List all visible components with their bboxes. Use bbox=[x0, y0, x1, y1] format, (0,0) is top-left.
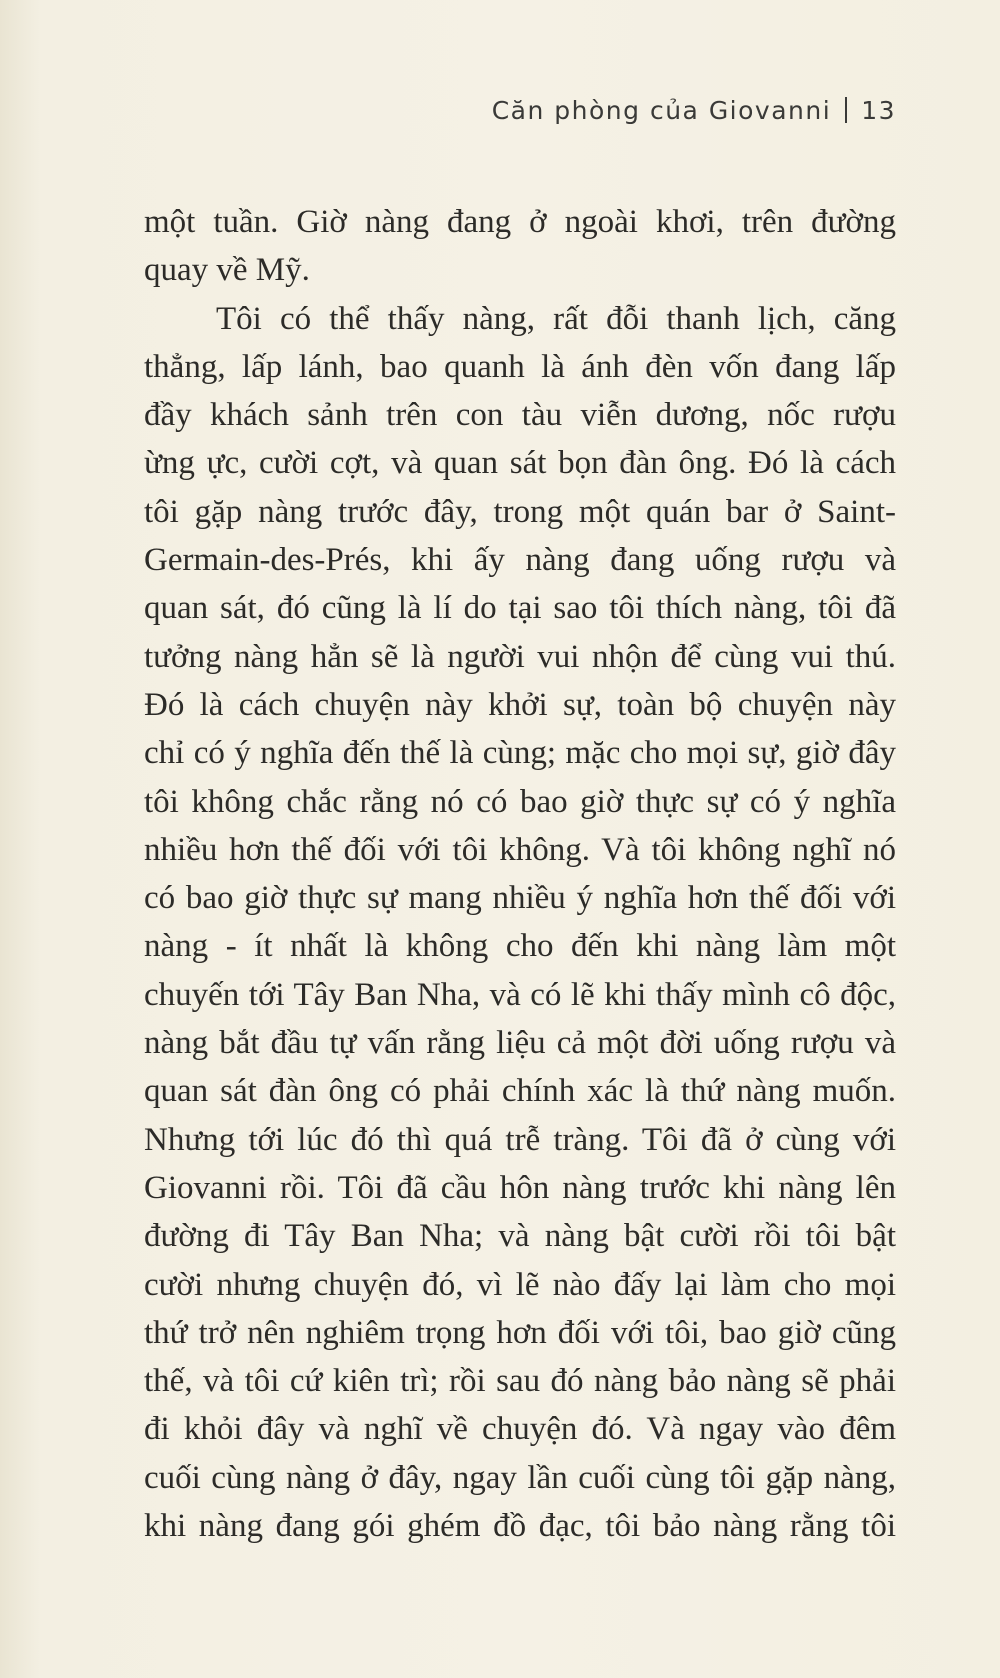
text-line: thứ trở nên nghiêm trọng hơn đối với tôi, bao giờ cũng bbox=[144, 1314, 896, 1351]
header-separator bbox=[845, 97, 847, 123]
text-line: quan sát đàn ông có phải chính xác là thứ nàng muốn. bbox=[144, 1073, 896, 1110]
text-line: đi khỏi đây và nghĩ về chuyện đó. Và ngay vào đêm bbox=[144, 1411, 896, 1448]
page-number: 13 bbox=[861, 96, 896, 125]
text-line: quan sát, đó cũng là lí do tại sao tôi thích nàng, tôi đã bbox=[144, 590, 896, 627]
text-line: một tuần. Giờ nàng đang ở ngoài khơi, trên đường bbox=[144, 204, 896, 240]
text-line: đầy khách sảnh trên con tàu viễn dương, nốc rượu bbox=[144, 397, 896, 434]
body-text bbox=[144, 198, 896, 1550]
text-line: chuyến tới Tây Ban Nha, và có lẽ khi thấy mình cô độc, bbox=[144, 976, 896, 1013]
text-line: chỉ có ý nghĩa đến thế là cùng; mặc cho mọi sự, giờ đây bbox=[144, 735, 896, 772]
text-line: Nhưng tới lúc đó thì quá trễ tràng. Tôi đã ở cùng với bbox=[144, 1121, 896, 1158]
text-line: ừng ực, cười cợt, và quan sát bọn đàn ông. Đó là cách bbox=[144, 445, 896, 482]
text-line: tưởng nàng hẳn sẽ là người vui nhộn để cùng vui thú. bbox=[144, 638, 896, 675]
text-line: cuối cùng nàng ở đây, ngay lần cuối cùng tôi gặp nàng, bbox=[144, 1459, 896, 1496]
text-line: khi nàng đang gói ghém đồ đạc, tôi bảo nàng rằng tôi bbox=[144, 1508, 896, 1545]
text-line: tôi không chắc rằng nó có bao giờ thực sự có ý nghĩa bbox=[144, 783, 896, 820]
text-line: Tôi có thể thấy nàng, rất đỗi thanh lịch, căng bbox=[216, 300, 896, 337]
text-line: đường đi Tây Ban Nha; và nàng bật cười rồi tôi bật bbox=[144, 1218, 896, 1255]
text-line: thế, và tôi cứ kiên trì; rồi sau đó nàng bảo nàng sẽ phải bbox=[144, 1363, 896, 1400]
text-line: nhiều hơn thế đối với tôi không. Và tôi không nghĩ nó bbox=[144, 831, 896, 868]
text-line: thẳng, lấp lánh, bao quanh là ánh đèn vốn đang lấp bbox=[144, 348, 896, 385]
running-head bbox=[492, 96, 896, 125]
text-line: Giovanni rồi. Tôi đã cầu hôn nàng trước khi nàng lên bbox=[144, 1169, 896, 1206]
text-line: nàng bắt đầu tự vấn rằng liệu cả một đời uống rượu và bbox=[144, 1025, 896, 1062]
book-title: Căn phòng của Giovanni bbox=[491, 96, 832, 125]
text-line: tôi gặp nàng trước đây, trong một quán bar ở Saint- bbox=[144, 493, 896, 530]
text-line: nàng - ít nhất là không cho đến khi nàng làm một bbox=[144, 928, 896, 965]
text-line: Germain-des-Prés, khi ấy nàng đang uống rượu và bbox=[144, 542, 896, 579]
text-line: Đó là cách chuyện này khởi sự, toàn bộ chuyện này bbox=[144, 686, 896, 723]
text-line: quay về Mỹ. bbox=[144, 252, 310, 289]
text-line: có bao giờ thực sự mang nhiều ý nghĩa hơn thế đối với bbox=[144, 880, 896, 917]
text-line: cười nhưng chuyện đó, vì lẽ nào đấy lại làm cho mọi bbox=[144, 1266, 896, 1303]
